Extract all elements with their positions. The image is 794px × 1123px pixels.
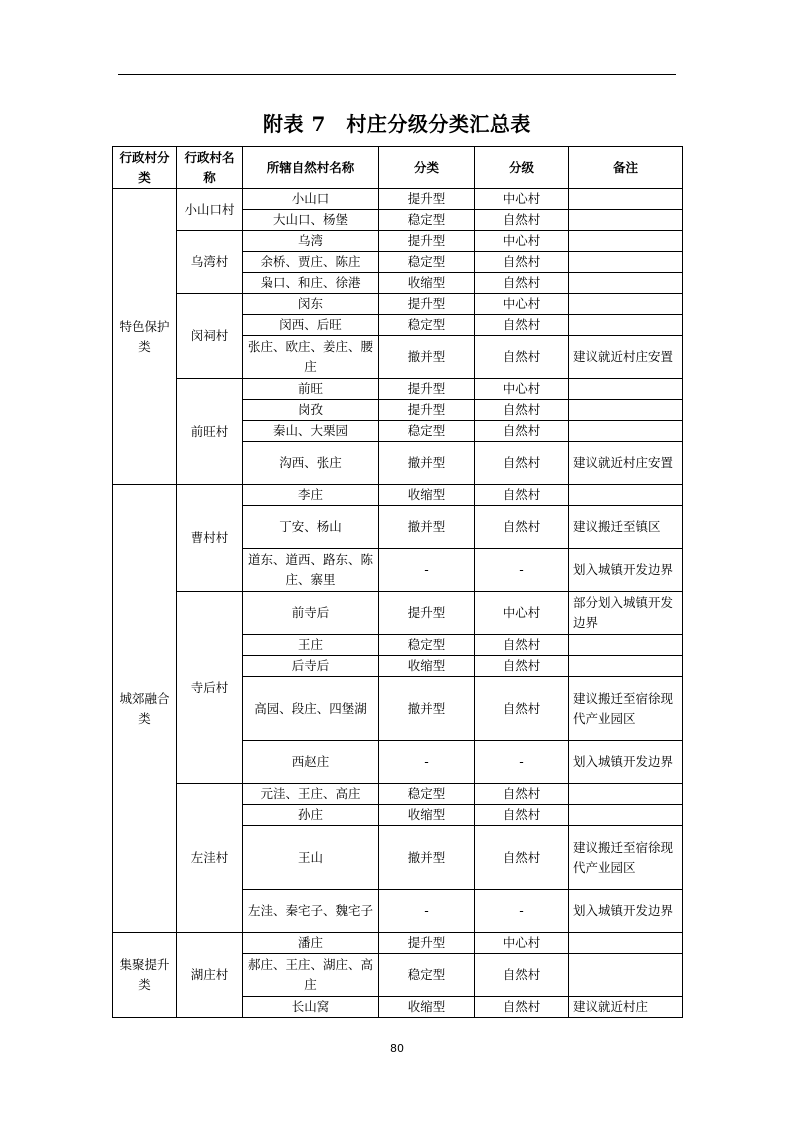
header-village: 行政村名称	[177, 147, 243, 189]
type-cell: 撤并型	[379, 826, 475, 890]
natural-village-cell: 李庄	[243, 485, 379, 506]
remark-cell	[569, 231, 683, 252]
table-row	[113, 231, 683, 252]
natural-village-cell: 长山窝	[243, 997, 379, 1018]
remark-cell: 划入城镇开发边界	[569, 549, 683, 592]
type-cell: 提升型	[379, 231, 475, 252]
level-cell: 中心村	[475, 933, 569, 954]
type-cell: 稳定型	[379, 635, 475, 656]
type-cell: 撤并型	[379, 506, 475, 549]
level-cell: 自然村	[475, 273, 569, 294]
natural-village-cell: 丁安、杨山	[243, 506, 379, 549]
natural-village-cell: 王山	[243, 826, 379, 890]
remark-cell	[569, 933, 683, 954]
header-level: 分级	[475, 147, 569, 189]
type-cell: 稳定型	[379, 421, 475, 442]
page-number: 80	[390, 1042, 404, 1055]
remark-cell: 划入城镇开发边界	[569, 890, 683, 933]
type-cell: 撤并型	[379, 677, 475, 741]
type-cell: 稳定型	[379, 784, 475, 805]
type-cell: 收缩型	[379, 805, 475, 826]
natural-village-cell: 孙庄	[243, 805, 379, 826]
level-cell: 中心村	[475, 592, 569, 635]
header-category: 行政村分类	[113, 147, 177, 189]
remark-cell	[569, 635, 683, 656]
remark-cell	[569, 315, 683, 336]
remark-cell: 部分划入城镇开发边界	[569, 592, 683, 635]
table-header-row	[113, 147, 683, 189]
level-cell: 中心村	[475, 189, 569, 210]
remark-cell	[569, 784, 683, 805]
level-cell: 自然村	[475, 506, 569, 549]
type-cell: 撤并型	[379, 442, 475, 485]
level-cell: 自然村	[475, 210, 569, 231]
natural-village-cell: 后寺后	[243, 656, 379, 677]
table-row	[113, 933, 683, 954]
village-name-cell: 湖庄村	[177, 933, 243, 1018]
remark-cell	[569, 210, 683, 231]
village-classification-table	[112, 146, 683, 1018]
type-cell: -	[379, 549, 475, 592]
natural-village-cell: 道东、道西、路东、陈庄、寨里	[243, 549, 379, 592]
natural-village-cell: 余桥、贾庄、陈庄	[243, 252, 379, 273]
type-cell: 提升型	[379, 294, 475, 315]
table-row	[113, 189, 683, 210]
remark-cell	[569, 954, 683, 997]
natural-village-cell: 小山口	[243, 189, 379, 210]
remark-cell	[569, 273, 683, 294]
level-cell: 中心村	[475, 231, 569, 252]
type-cell: -	[379, 741, 475, 784]
category-cell: 集聚提升类	[113, 933, 177, 1018]
level-cell: 中心村	[475, 379, 569, 400]
natural-village-cell: 大山口、杨堡	[243, 210, 379, 231]
remark-cell	[569, 805, 683, 826]
remark-cell	[569, 294, 683, 315]
natural-village-cell: 闵西、后旺	[243, 315, 379, 336]
natural-village-cell: 枭口、和庄、徐港	[243, 273, 379, 294]
type-cell: 收缩型	[379, 485, 475, 506]
village-name-cell: 小山口村	[177, 189, 243, 231]
type-cell: 撤并型	[379, 336, 475, 379]
natural-village-cell: 左洼、秦宅子、魏宅子	[243, 890, 379, 933]
natural-village-cell: 元洼、王庄、高庄	[243, 784, 379, 805]
natural-village-cell: 王庄	[243, 635, 379, 656]
type-cell: 稳定型	[379, 252, 475, 273]
remark-cell: 建议就近村庄	[569, 997, 683, 1018]
level-cell: 自然村	[475, 336, 569, 379]
table-row	[113, 485, 683, 506]
remark-cell: 建议搬迁至宿徐现代产业园区	[569, 677, 683, 741]
village-name-cell: 闵祠村	[177, 294, 243, 379]
level-cell: -	[475, 741, 569, 784]
level-cell: 自然村	[475, 826, 569, 890]
natural-village-cell: 沟西、张庄	[243, 442, 379, 485]
remark-cell	[569, 656, 683, 677]
village-name-cell: 寺后村	[177, 592, 243, 784]
header-natural-villages: 所辖自然村名称	[243, 147, 379, 189]
level-cell: 自然村	[475, 442, 569, 485]
header-remark: 备注	[569, 147, 683, 189]
level-cell: 自然村	[475, 421, 569, 442]
type-cell: -	[379, 890, 475, 933]
remark-cell	[569, 189, 683, 210]
type-cell: 提升型	[379, 379, 475, 400]
level-cell: 自然村	[475, 485, 569, 506]
table-row	[113, 784, 683, 805]
village-name-cell: 曹村村	[177, 485, 243, 592]
level-cell: -	[475, 890, 569, 933]
type-cell: 收缩型	[379, 997, 475, 1018]
level-cell: 自然村	[475, 997, 569, 1018]
table-row	[113, 294, 683, 315]
natural-village-cell: 郝庄、王庄、湖庄、高庄	[243, 954, 379, 997]
remark-cell: 建议搬迁至宿徐现代产业园区	[569, 826, 683, 890]
natural-village-cell: 潘庄	[243, 933, 379, 954]
natural-village-cell: 秦山、大栗园	[243, 421, 379, 442]
type-cell: 提升型	[379, 400, 475, 421]
table-body	[113, 189, 683, 1018]
remark-cell: 划入城镇开发边界	[569, 741, 683, 784]
remark-cell: 建议就近村庄安置	[569, 336, 683, 379]
village-name-cell: 乌湾村	[177, 231, 243, 294]
type-cell: 收缩型	[379, 656, 475, 677]
remark-cell	[569, 252, 683, 273]
header-rule	[118, 74, 676, 75]
remark-cell	[569, 379, 683, 400]
level-cell: 中心村	[475, 294, 569, 315]
level-cell: 自然村	[475, 677, 569, 741]
category-cell: 城郊融合类	[113, 485, 177, 933]
header-type: 分类	[379, 147, 475, 189]
type-cell: 提升型	[379, 189, 475, 210]
type-cell: 稳定型	[379, 954, 475, 997]
type-cell: 稳定型	[379, 315, 475, 336]
natural-village-cell: 前寺后	[243, 592, 379, 635]
natural-village-cell: 西赵庄	[243, 741, 379, 784]
category-cell: 特色保护类	[113, 189, 177, 485]
table-row	[113, 592, 683, 635]
natural-village-cell: 前旺	[243, 379, 379, 400]
remark-cell	[569, 400, 683, 421]
type-cell: 提升型	[379, 933, 475, 954]
level-cell: 自然村	[475, 400, 569, 421]
remark-cell	[569, 421, 683, 442]
village-name-cell: 左洼村	[177, 784, 243, 933]
type-cell: 提升型	[379, 592, 475, 635]
level-cell: -	[475, 549, 569, 592]
natural-village-cell: 高园、段庄、四堡湖	[243, 677, 379, 741]
natural-village-cell: 闵东	[243, 294, 379, 315]
remark-cell: 建议就近村庄安置	[569, 442, 683, 485]
village-name-cell: 前旺村	[177, 379, 243, 485]
remark-cell	[569, 485, 683, 506]
page-title: 附表 7 村庄分级分类汇总表	[263, 112, 531, 136]
level-cell: 自然村	[475, 252, 569, 273]
level-cell: 自然村	[475, 315, 569, 336]
natural-village-cell: 乌湾	[243, 231, 379, 252]
remark-cell: 建议搬迁至镇区	[569, 506, 683, 549]
level-cell: 自然村	[475, 805, 569, 826]
type-cell: 收缩型	[379, 273, 475, 294]
table-row	[113, 379, 683, 400]
natural-village-cell: 张庄、欧庄、姜庄、腰庄	[243, 336, 379, 379]
level-cell: 自然村	[475, 635, 569, 656]
level-cell: 自然村	[475, 784, 569, 805]
type-cell: 稳定型	[379, 210, 475, 231]
level-cell: 自然村	[475, 656, 569, 677]
level-cell: 自然村	[475, 954, 569, 997]
natural-village-cell: 岗孜	[243, 400, 379, 421]
